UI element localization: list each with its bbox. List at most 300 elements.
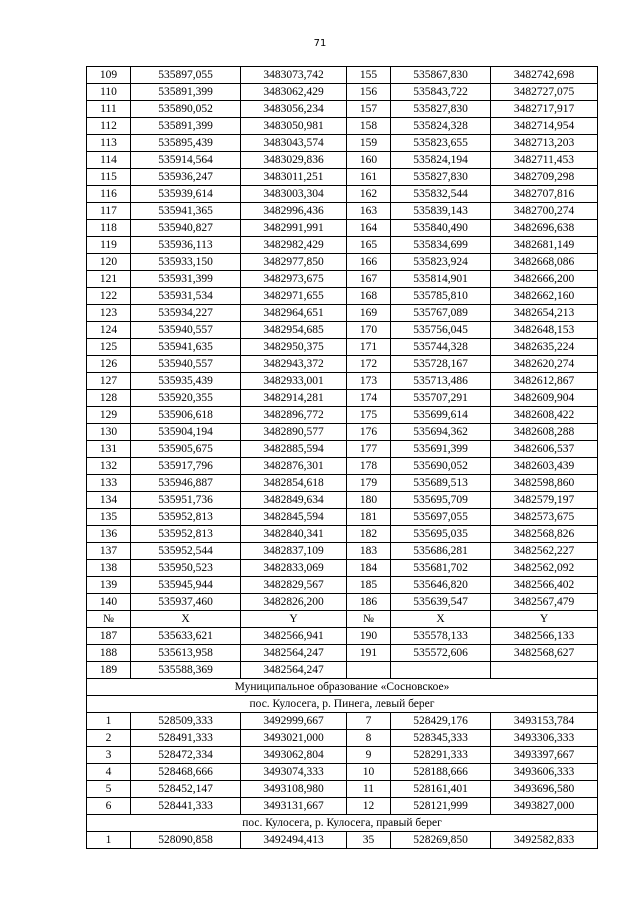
x-coordinate-cell: 535906,618 <box>131 407 241 424</box>
table-row <box>87 594 598 611</box>
y-coordinate-cell: 3482914,281 <box>241 390 347 407</box>
x-coordinate-cell: 535694,362 <box>391 424 491 441</box>
table-row <box>87 118 598 135</box>
section-title: пос. Кулосега, р. Кулосега, правый берег <box>87 815 598 832</box>
point-number-cell: 191 <box>347 645 391 662</box>
point-number-cell: 137 <box>87 543 131 560</box>
table-row <box>87 713 598 730</box>
y-coordinate-cell: 3482826,200 <box>241 594 347 611</box>
point-number-cell: 140 <box>87 594 131 611</box>
x-coordinate-cell: 535940,827 <box>131 220 241 237</box>
y-coordinate-cell: 3482564,247 <box>241 645 347 662</box>
table-row <box>87 288 598 305</box>
x-coordinate-cell: 535689,513 <box>391 475 491 492</box>
point-number-cell: 174 <box>347 390 391 407</box>
y-coordinate-cell: 3482711,453 <box>491 152 598 169</box>
x-coordinate-cell: 535914,564 <box>131 152 241 169</box>
y-coordinate-cell: 3482566,133 <box>491 628 598 645</box>
point-number-cell: 135 <box>87 509 131 526</box>
point-number-cell: 139 <box>87 577 131 594</box>
point-number-cell: 157 <box>347 101 391 118</box>
point-number-cell: 114 <box>87 152 131 169</box>
point-number-cell: 167 <box>347 271 391 288</box>
y-coordinate-cell: 3482562,092 <box>491 560 598 577</box>
y-coordinate-cell: 3482696,638 <box>491 220 598 237</box>
point-number-cell: 162 <box>347 186 391 203</box>
point-number-cell: 168 <box>347 288 391 305</box>
x-coordinate-cell: 535951,736 <box>131 492 241 509</box>
x-coordinate-cell: 535917,796 <box>131 458 241 475</box>
y-coordinate-cell: 3482568,826 <box>491 526 598 543</box>
y-coordinate-cell: 3482896,772 <box>241 407 347 424</box>
table-row <box>87 509 598 526</box>
point-number-cell: 120 <box>87 254 131 271</box>
y-coordinate-cell: 3482885,594 <box>241 441 347 458</box>
point-number-cell: 125 <box>87 339 131 356</box>
y-coordinate-cell: 3482608,288 <box>491 424 598 441</box>
x-coordinate-cell: 535952,544 <box>131 543 241 560</box>
municipality-title-row <box>87 679 598 696</box>
table-row <box>87 203 598 220</box>
x-coordinate-cell: 535767,089 <box>391 305 491 322</box>
table-row <box>87 781 598 798</box>
table-row <box>87 237 598 254</box>
x-coordinate-cell: 535935,439 <box>131 373 241 390</box>
point-number-cell: 118 <box>87 220 131 237</box>
y-coordinate-cell: 3482573,675 <box>491 509 598 526</box>
point-number-cell: 165 <box>347 237 391 254</box>
point-number-cell: 181 <box>347 509 391 526</box>
x-coordinate-cell: 528121,999 <box>391 798 491 815</box>
x-coordinate-cell: 535707,291 <box>391 390 491 407</box>
point-number-cell: 115 <box>87 169 131 186</box>
x-coordinate-cell: 535941,635 <box>131 339 241 356</box>
table-row <box>87 526 598 543</box>
point-number-cell: 183 <box>347 543 391 560</box>
table-row <box>87 662 598 679</box>
table-row <box>87 560 598 577</box>
y-coordinate-cell: 3482562,227 <box>491 543 598 560</box>
point-number-cell: 185 <box>347 577 391 594</box>
table-row <box>87 407 598 424</box>
x-coordinate-cell: 528472,334 <box>131 747 241 764</box>
y-coordinate-cell: 3482668,086 <box>491 254 598 271</box>
table-row <box>87 373 598 390</box>
point-number-cell: 130 <box>87 424 131 441</box>
x-coordinate-cell: 535905,675 <box>131 441 241 458</box>
y-coordinate-cell: 3482566,402 <box>491 577 598 594</box>
point-number-cell: 189 <box>87 662 131 679</box>
x-coordinate-cell: 528441,333 <box>131 798 241 815</box>
y-coordinate-cell: 3482991,991 <box>241 220 347 237</box>
point-number-cell: 171 <box>347 339 391 356</box>
column-header: № <box>347 611 391 628</box>
point-number-cell: 131 <box>87 441 131 458</box>
x-coordinate-cell: 528188,666 <box>391 764 491 781</box>
y-coordinate-cell: 3483029,836 <box>241 152 347 169</box>
y-coordinate-cell: 3482943,372 <box>241 356 347 373</box>
x-coordinate-cell: 535578,133 <box>391 628 491 645</box>
x-coordinate-cell: 535728,167 <box>391 356 491 373</box>
point-number-cell: 2 <box>87 730 131 747</box>
x-coordinate-cell: 528429,176 <box>391 713 491 730</box>
x-coordinate-cell: 535843,722 <box>391 84 491 101</box>
x-coordinate-cell: 535756,045 <box>391 322 491 339</box>
municipality-title: Муниципальное образование «Сосновское» <box>87 679 598 696</box>
y-coordinate-cell: 3482635,224 <box>491 339 598 356</box>
x-coordinate-cell: 535945,944 <box>131 577 241 594</box>
x-coordinate-cell: 535895,439 <box>131 135 241 152</box>
x-coordinate-cell: 535939,614 <box>131 186 241 203</box>
x-coordinate-cell: 535840,490 <box>391 220 491 237</box>
point-number-cell: 112 <box>87 118 131 135</box>
y-coordinate-cell: 3482727,075 <box>491 84 598 101</box>
x-coordinate-cell: 528491,333 <box>131 730 241 747</box>
table-row <box>87 645 598 662</box>
y-coordinate-cell: 3482714,954 <box>491 118 598 135</box>
y-coordinate-cell: 3493606,333 <box>491 764 598 781</box>
y-coordinate-cell: 3482598,860 <box>491 475 598 492</box>
x-coordinate-cell: 535952,813 <box>131 526 241 543</box>
x-coordinate-cell: 535827,830 <box>391 169 491 186</box>
point-number-cell: 190 <box>347 628 391 645</box>
point-number-cell: 175 <box>347 407 391 424</box>
table-row <box>87 356 598 373</box>
point-number-cell: 124 <box>87 322 131 339</box>
point-number-cell: 164 <box>347 220 391 237</box>
x-coordinate-cell: 535834,699 <box>391 237 491 254</box>
y-coordinate-cell: 3483062,429 <box>241 84 347 101</box>
y-coordinate-cell: 3482666,200 <box>491 271 598 288</box>
x-coordinate-cell: 535934,227 <box>131 305 241 322</box>
point-number-cell: 3 <box>87 747 131 764</box>
x-coordinate-cell: 535695,035 <box>391 526 491 543</box>
x-coordinate-cell: 528468,666 <box>131 764 241 781</box>
y-coordinate-cell: 3482964,651 <box>241 305 347 322</box>
y-coordinate-cell: 3482933,001 <box>241 373 347 390</box>
point-number-cell: 166 <box>347 254 391 271</box>
x-coordinate-cell: 535713,486 <box>391 373 491 390</box>
y-coordinate-cell: 3482700,274 <box>491 203 598 220</box>
x-coordinate-cell: 535940,557 <box>131 322 241 339</box>
x-coordinate-cell: 528345,333 <box>391 730 491 747</box>
table-row <box>87 832 598 849</box>
x-coordinate-cell: 535891,399 <box>131 84 241 101</box>
y-coordinate-cell: 3482566,941 <box>241 628 347 645</box>
table-row <box>87 152 598 169</box>
point-number-cell: 127 <box>87 373 131 390</box>
point-number-cell: 132 <box>87 458 131 475</box>
point-number-cell: 8 <box>347 730 391 747</box>
point-number-cell: 119 <box>87 237 131 254</box>
table-row <box>87 764 598 781</box>
point-number-cell: 9 <box>347 747 391 764</box>
x-coordinate-cell: 535681,702 <box>391 560 491 577</box>
table-row <box>87 543 598 560</box>
x-coordinate-cell: 535814,901 <box>391 271 491 288</box>
y-coordinate-cell: 3482950,375 <box>241 339 347 356</box>
point-number-cell: 177 <box>347 441 391 458</box>
point-number-cell: 187 <box>87 628 131 645</box>
point-number-cell: 5 <box>87 781 131 798</box>
table-row <box>87 424 598 441</box>
point-number-cell: 178 <box>347 458 391 475</box>
y-coordinate-cell: 3482840,341 <box>241 526 347 543</box>
point-number-cell <box>347 662 391 679</box>
x-coordinate-cell: 535646,820 <box>391 577 491 594</box>
section-title-row <box>87 696 598 713</box>
y-coordinate-cell: 3493062,804 <box>241 747 347 764</box>
x-coordinate-cell: 535695,709 <box>391 492 491 509</box>
point-number-cell: 188 <box>87 645 131 662</box>
y-coordinate-cell: 3482579,197 <box>491 492 598 509</box>
y-coordinate-cell: 3482973,675 <box>241 271 347 288</box>
y-coordinate-cell: 3482713,203 <box>491 135 598 152</box>
x-coordinate-cell: 535827,830 <box>391 101 491 118</box>
x-coordinate-cell: 535824,194 <box>391 152 491 169</box>
x-coordinate-cell: 535867,830 <box>391 67 491 84</box>
x-coordinate-cell: 535897,055 <box>131 67 241 84</box>
table-row <box>87 458 598 475</box>
y-coordinate-cell: 3482609,904 <box>491 390 598 407</box>
table-row <box>87 441 598 458</box>
y-coordinate-cell: 3482829,567 <box>241 577 347 594</box>
table-row <box>87 67 598 84</box>
y-coordinate-cell: 3482709,298 <box>491 169 598 186</box>
point-number-cell: 170 <box>347 322 391 339</box>
point-number-cell: 1 <box>87 713 131 730</box>
x-coordinate-cell: 528269,850 <box>391 832 491 849</box>
y-coordinate-cell: 3482717,917 <box>491 101 598 118</box>
table-row <box>87 135 598 152</box>
y-coordinate-cell: 3482662,160 <box>491 288 598 305</box>
x-coordinate-cell: 535832,544 <box>391 186 491 203</box>
point-number-cell: 158 <box>347 118 391 135</box>
point-number-cell: 173 <box>347 373 391 390</box>
y-coordinate-cell: 3493306,333 <box>491 730 598 747</box>
section-title: пос. Кулосега, р. Пинега, левый берег <box>87 696 598 713</box>
y-coordinate-cell: 3482996,436 <box>241 203 347 220</box>
x-coordinate-cell <box>391 662 491 679</box>
point-number-cell: 1 <box>87 832 131 849</box>
y-coordinate-cell: 3493021,000 <box>241 730 347 747</box>
y-coordinate-cell: 3482833,069 <box>241 560 347 577</box>
point-number-cell: 186 <box>347 594 391 611</box>
x-coordinate-cell: 535639,547 <box>391 594 491 611</box>
table-row <box>87 186 598 203</box>
y-coordinate-cell: 3493153,784 <box>491 713 598 730</box>
point-number-cell: 159 <box>347 135 391 152</box>
coordinates-table <box>86 66 598 849</box>
x-coordinate-cell: 535839,143 <box>391 203 491 220</box>
x-coordinate-cell: 535946,887 <box>131 475 241 492</box>
table-row <box>87 730 598 747</box>
y-coordinate-cell: 3482845,594 <box>241 509 347 526</box>
y-coordinate-cell: 3482568,627 <box>491 645 598 662</box>
y-coordinate-cell: 3483011,251 <box>241 169 347 186</box>
point-number-cell: 180 <box>347 492 391 509</box>
y-coordinate-cell: 3482608,422 <box>491 407 598 424</box>
column-header: Y <box>241 611 347 628</box>
table-row <box>87 84 598 101</box>
table-row <box>87 322 598 339</box>
y-coordinate-cell: 3483003,304 <box>241 186 347 203</box>
x-coordinate-cell: 535931,534 <box>131 288 241 305</box>
y-coordinate-cell: 3482837,109 <box>241 543 347 560</box>
point-number-cell: 12 <box>347 798 391 815</box>
x-coordinate-cell: 535824,328 <box>391 118 491 135</box>
y-coordinate-cell: 3482849,634 <box>241 492 347 509</box>
x-coordinate-cell: 535744,328 <box>391 339 491 356</box>
point-number-cell: 128 <box>87 390 131 407</box>
x-coordinate-cell: 535931,399 <box>131 271 241 288</box>
point-number-cell: 138 <box>87 560 131 577</box>
y-coordinate-cell: 3482854,618 <box>241 475 347 492</box>
x-coordinate-cell: 535785,810 <box>391 288 491 305</box>
point-number-cell: 184 <box>347 560 391 577</box>
point-number-cell: 182 <box>347 526 391 543</box>
x-coordinate-cell: 535691,399 <box>391 441 491 458</box>
y-coordinate-cell: 3483073,742 <box>241 67 347 84</box>
point-number-cell: 155 <box>347 67 391 84</box>
x-coordinate-cell: 535936,247 <box>131 169 241 186</box>
point-number-cell: 129 <box>87 407 131 424</box>
point-number-cell: 109 <box>87 67 131 84</box>
y-coordinate-cell: 3482742,698 <box>491 67 598 84</box>
table-row <box>87 254 598 271</box>
y-coordinate-cell: 3483050,981 <box>241 118 347 135</box>
y-coordinate-cell: 3482977,850 <box>241 254 347 271</box>
y-coordinate-cell: 3482954,685 <box>241 322 347 339</box>
column-header-row <box>87 611 598 628</box>
point-number-cell: 10 <box>347 764 391 781</box>
x-coordinate-cell: 535823,655 <box>391 135 491 152</box>
y-coordinate-cell: 3482681,149 <box>491 237 598 254</box>
x-coordinate-cell: 535936,113 <box>131 237 241 254</box>
y-coordinate-cell: 3482876,301 <box>241 458 347 475</box>
table-row <box>87 798 598 815</box>
y-coordinate-cell: 3482648,153 <box>491 322 598 339</box>
page-number: 71 <box>313 38 327 49</box>
y-coordinate-cell: 3493108,980 <box>241 781 347 798</box>
point-number-cell: 35 <box>347 832 391 849</box>
y-coordinate-cell: 3483043,574 <box>241 135 347 152</box>
point-number-cell: 116 <box>87 186 131 203</box>
x-coordinate-cell: 528161,401 <box>391 781 491 798</box>
table-row <box>87 747 598 764</box>
y-coordinate-cell: 3482603,439 <box>491 458 598 475</box>
x-coordinate-cell: 528509,333 <box>131 713 241 730</box>
y-coordinate-cell: 3482564,247 <box>241 662 347 679</box>
point-number-cell: 161 <box>347 169 391 186</box>
y-coordinate-cell: 3482971,655 <box>241 288 347 305</box>
x-coordinate-cell: 535686,281 <box>391 543 491 560</box>
y-coordinate-cell: 3482620,274 <box>491 356 598 373</box>
y-coordinate-cell <box>491 662 598 679</box>
y-coordinate-cell: 3482707,816 <box>491 186 598 203</box>
x-coordinate-cell: 535823,924 <box>391 254 491 271</box>
y-coordinate-cell: 3492582,833 <box>491 832 598 849</box>
column-header: X <box>391 611 491 628</box>
point-number-cell: 11 <box>347 781 391 798</box>
table-row <box>87 390 598 407</box>
y-coordinate-cell: 3482567,479 <box>491 594 598 611</box>
point-number-cell: 163 <box>347 203 391 220</box>
point-number-cell: 134 <box>87 492 131 509</box>
table-row <box>87 305 598 322</box>
point-number-cell: 123 <box>87 305 131 322</box>
section-title-row <box>87 815 598 832</box>
x-coordinate-cell: 535572,606 <box>391 645 491 662</box>
y-coordinate-cell: 3493074,333 <box>241 764 347 781</box>
point-number-cell: 6 <box>87 798 131 815</box>
point-number-cell: 160 <box>347 152 391 169</box>
x-coordinate-cell: 535920,355 <box>131 390 241 407</box>
y-coordinate-cell: 3483056,234 <box>241 101 347 118</box>
column-header: X <box>131 611 241 628</box>
x-coordinate-cell: 535941,365 <box>131 203 241 220</box>
x-coordinate-cell: 535588,369 <box>131 662 241 679</box>
point-number-cell: 110 <box>87 84 131 101</box>
point-number-cell: 113 <box>87 135 131 152</box>
x-coordinate-cell: 535933,150 <box>131 254 241 271</box>
x-coordinate-cell: 535940,557 <box>131 356 241 373</box>
point-number-cell: 121 <box>87 271 131 288</box>
table-row <box>87 101 598 118</box>
column-header: Y <box>491 611 598 628</box>
y-coordinate-cell: 3482606,537 <box>491 441 598 458</box>
point-number-cell: 136 <box>87 526 131 543</box>
point-number-cell: 133 <box>87 475 131 492</box>
point-number-cell: 156 <box>347 84 391 101</box>
point-number-cell: 172 <box>347 356 391 373</box>
table-row <box>87 271 598 288</box>
x-coordinate-cell: 535699,614 <box>391 407 491 424</box>
y-coordinate-cell: 3493397,667 <box>491 747 598 764</box>
x-coordinate-cell: 535950,523 <box>131 560 241 577</box>
x-coordinate-cell: 535690,052 <box>391 458 491 475</box>
point-number-cell: 176 <box>347 424 391 441</box>
table-row <box>87 628 598 645</box>
y-coordinate-cell: 3493827,000 <box>491 798 598 815</box>
x-coordinate-cell: 528291,333 <box>391 747 491 764</box>
table-row <box>87 475 598 492</box>
y-coordinate-cell: 3482890,577 <box>241 424 347 441</box>
table-row <box>87 169 598 186</box>
y-coordinate-cell: 3482982,429 <box>241 237 347 254</box>
table-row <box>87 577 598 594</box>
table-row <box>87 492 598 509</box>
point-number-cell: 126 <box>87 356 131 373</box>
y-coordinate-cell: 3482654,213 <box>491 305 598 322</box>
x-coordinate-cell: 535633,621 <box>131 628 241 645</box>
point-number-cell: 179 <box>347 475 391 492</box>
column-header: № <box>87 611 131 628</box>
y-coordinate-cell: 3482612,867 <box>491 373 598 390</box>
x-coordinate-cell: 535890,052 <box>131 101 241 118</box>
point-number-cell: 111 <box>87 101 131 118</box>
x-coordinate-cell: 535613,958 <box>131 645 241 662</box>
y-coordinate-cell: 3493696,580 <box>491 781 598 798</box>
table-row <box>87 220 598 237</box>
x-coordinate-cell: 535952,813 <box>131 509 241 526</box>
x-coordinate-cell: 535937,460 <box>131 594 241 611</box>
y-coordinate-cell: 3492494,413 <box>241 832 347 849</box>
x-coordinate-cell: 535904,194 <box>131 424 241 441</box>
point-number-cell: 4 <box>87 764 131 781</box>
point-number-cell: 169 <box>347 305 391 322</box>
x-coordinate-cell: 528452,147 <box>131 781 241 798</box>
